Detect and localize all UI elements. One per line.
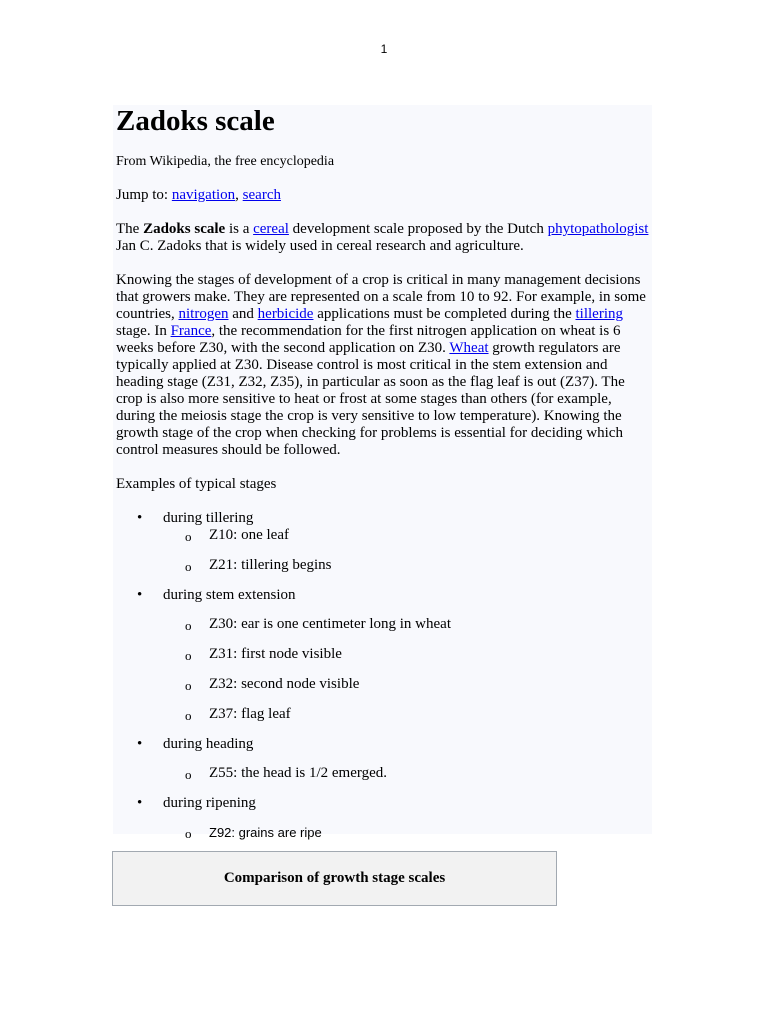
page-number: 1 bbox=[380, 42, 388, 56]
nitrogen-link[interactable]: nitrogen bbox=[178, 306, 229, 322]
france-link[interactable]: France bbox=[170, 323, 212, 339]
para-text-6: growth regulators are typically applied at Z30. Disease control is most critical in the stem extension and heading stage (Z31, Z32, Z35), in particular as soon as the flag leaf is out (Z37). The crop is also more sensitive to heat or frost at some stages than others (for example, during the meiosis stage the crop is very sensitive to low temperature). Knowing the growth stage of the crop when checking for problems is essential for deciding which control measures should be followed. bbox=[116, 340, 625, 458]
navigation-link[interactable]: navigation bbox=[171, 187, 236, 203]
stage-item: Z55: the head is 1/2 emerged. bbox=[209, 765, 388, 781]
intro-text-2: is a bbox=[225, 221, 254, 237]
herbicide-link[interactable]: herbicide bbox=[257, 306, 314, 322]
stage-item: Z37: flag leaf bbox=[209, 706, 291, 722]
circle-bullet-icon: o bbox=[185, 648, 192, 663]
stages-list bbox=[116, 510, 652, 842]
phytopathologist-link[interactable]: phytopathologist bbox=[547, 221, 649, 237]
circle-bullet-icon: o bbox=[185, 559, 192, 574]
examples-heading: Examples of typical stages bbox=[116, 476, 277, 492]
list-item bbox=[116, 587, 652, 723]
list-item bbox=[163, 706, 652, 723]
bullet-icon: • bbox=[137, 587, 143, 603]
article-content bbox=[116, 104, 652, 842]
jump-to-label: Jump to: bbox=[116, 187, 169, 203]
article-subtitle: From Wikipedia, the free encyclopedia bbox=[116, 154, 335, 169]
comparison-table-header: Comparison of growth stage scales bbox=[112, 851, 557, 906]
stage-group-label: during stem extension bbox=[163, 587, 296, 603]
bullet-icon: • bbox=[137, 510, 143, 526]
intro-paragraph bbox=[116, 221, 652, 255]
list-item bbox=[116, 795, 652, 842]
stage-item: Z21: tillering begins bbox=[209, 557, 332, 573]
list-item bbox=[116, 736, 652, 782]
circle-bullet-icon: o bbox=[185, 678, 192, 693]
circle-bullet-icon: o bbox=[185, 529, 192, 544]
para-text-2: and bbox=[228, 306, 258, 322]
list-item bbox=[163, 765, 652, 782]
stage-group-label: during tillering bbox=[163, 510, 254, 526]
intro-text-1: The bbox=[116, 221, 144, 237]
list-item bbox=[163, 676, 652, 693]
circle-bullet-icon: o bbox=[185, 708, 192, 723]
stage-item: Z10: one leaf bbox=[209, 527, 289, 543]
stage-item: Z32: second node visible bbox=[209, 676, 360, 692]
page-title: Zadoks scale bbox=[116, 105, 275, 137]
list-item bbox=[163, 646, 652, 663]
tillering-link[interactable]: tillering bbox=[575, 306, 623, 322]
para-text-3: applications must be completed during the bbox=[313, 306, 576, 322]
bullet-icon: • bbox=[137, 795, 143, 811]
list-item bbox=[163, 616, 652, 633]
bullet-icon: • bbox=[137, 736, 143, 752]
search-link[interactable]: search bbox=[242, 187, 281, 203]
circle-bullet-icon: o bbox=[185, 826, 192, 841]
list-item bbox=[163, 557, 652, 574]
stage-item: Z31: first node visible bbox=[209, 646, 342, 662]
stage-sublist bbox=[163, 765, 652, 782]
stage-sublist bbox=[163, 616, 652, 723]
jump-to-bar bbox=[116, 187, 652, 204]
list-item bbox=[116, 510, 652, 574]
intro-text-3: development scale proposed by the Dutch bbox=[288, 221, 548, 237]
list-item bbox=[163, 824, 652, 842]
list-item bbox=[163, 527, 652, 544]
circle-bullet-icon: o bbox=[185, 618, 192, 633]
stage-group-label: during ripening bbox=[163, 795, 256, 811]
intro-bold-term: Zadoks scale bbox=[143, 221, 226, 237]
intro-text-4: Jan C. Zadoks that is widely used in cereal research and agriculture. bbox=[116, 238, 524, 254]
stage-sublist bbox=[163, 527, 652, 574]
circle-bullet-icon: o bbox=[185, 767, 192, 782]
wheat-link[interactable]: Wheat bbox=[449, 340, 489, 356]
para-text-4: stage. In bbox=[116, 323, 171, 339]
stages-paragraph bbox=[116, 272, 652, 459]
stage-group-label: during heading bbox=[163, 736, 254, 752]
cereal-link[interactable]: cereal bbox=[253, 221, 289, 237]
stage-item: Z92: grains are ripe bbox=[209, 825, 322, 840]
para-text-5: , the recommendation for the first nitrogen application on wheat is 6 weeks before Z30, with the second application on Z30. bbox=[116, 323, 621, 356]
stage-sublist bbox=[163, 824, 652, 842]
stage-item: Z30: ear is one centimeter long in wheat bbox=[209, 616, 451, 632]
para-text-1: Knowing the stages of development of a crop is critical in many management decisions that growers make. They are represented on a scale from 10 to 92. For example, in some countries, bbox=[116, 272, 646, 322]
jump-separator: , bbox=[235, 187, 239, 203]
